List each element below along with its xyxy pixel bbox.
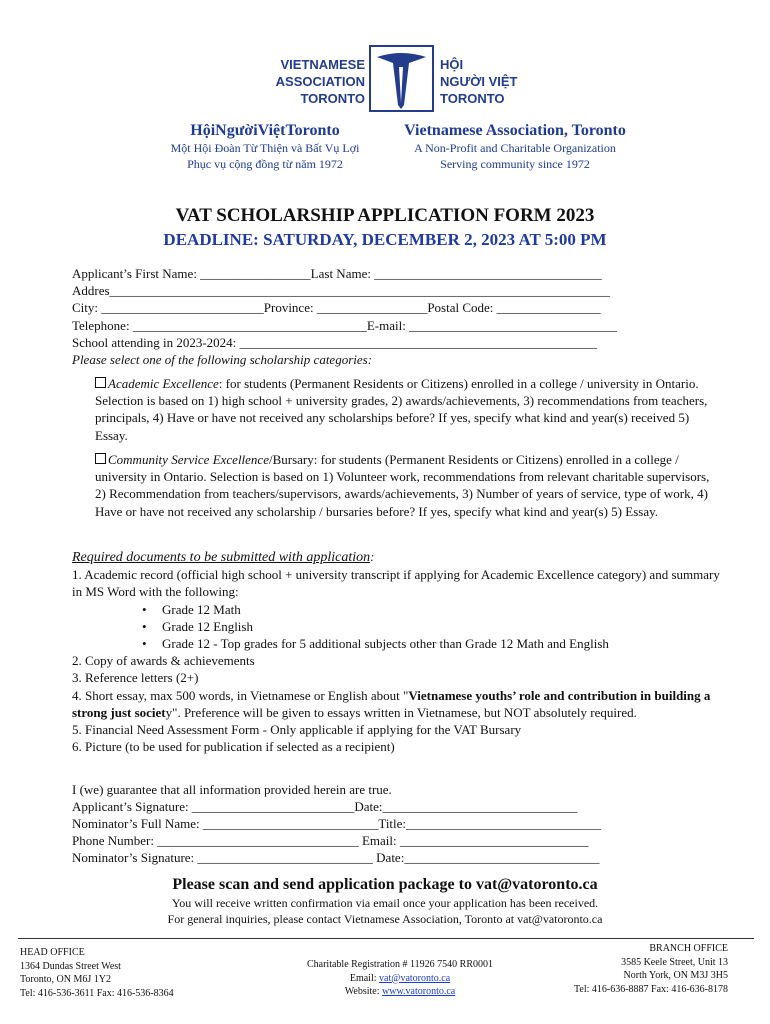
list-item: • Grade 12 Math [162,601,722,618]
category-name: Academic Excellence [108,376,219,391]
footer-divider [18,938,754,939]
doc-item-3: 3. Reference letters (2+) [72,670,199,686]
submit-instructions: Please scan and send application package to vat@vatoronto.ca [172,876,598,893]
guarantee-statement: I (we) guarantee that all information provided herein are true. [72,782,392,797]
website-link[interactable]: www.vatoronto.ca [382,986,456,997]
form-title: VAT SCHOLARSHIP APPLICATION FORM 2023 [175,205,595,226]
doc-item-4: 4. Short essay, max 500 words, in Vietnamese or English about "Vietnamese youths’ role and contribution in building a strong just society". Preference will be given to essays written in Vietnamese, but NOT absolutely required. [72,687,711,720]
nominator-signature-field[interactable]: Nominator’s Signature: ___________________________ Date:______________________________ [72,850,600,865]
name-field[interactable]: Applicant’s First Name: _________________Last Name: ___________________________________ [72,266,602,281]
community-checkbox[interactable] [95,453,106,464]
nominator-name-field[interactable]: Nominator’s Full Name: ___________________________Title:______________________________ [72,816,602,831]
deadline-banner: DEADLINE: SATURDAY, DECEMBER 2, 2023 AT 5:00 PM [163,230,607,249]
category-name: Community Service Excellence [108,452,269,467]
email-link[interactable]: vat@vatoronto.ca [379,972,451,984]
city-field[interactable]: City: _________________________Province: _________________Postal Code: ________________ [72,300,601,316]
org-name-vietnamese: HộiNgườiViệtToronto [190,122,340,139]
logo-text-english: VIETNAMESE ASSOCIATION TORONTO [275,57,365,106]
signature-block [72,781,712,866]
torch-logo-icon [369,45,434,112]
list-item: • Grade 12 - Top grades for 5 additional subjects other than Grade 12 Math and English [162,635,722,652]
category-description: /Bursary: for students (Permanent Residents or Citizens) enrolled in a college / university in Ontario. Selection is based on 1) Volunteer work, recommendations from relevant charitable supervisors, 2) Recommendation from teachers/supervisors, awards/achievements, 3) Number of years of service, type of work, 4) Have or have not received any scholarship / bursaries before? If yes, specify what kind and year(s) 5) Essay. [95,452,710,519]
org-subtitle-vietnamese: Một Hội Đoàn Từ Thiện và Bất Vụ Lợi Phục vụ cộng đồng từ năm 1972 [170,141,360,171]
applicant-signature-field[interactable]: Applicant’s Signature: _________________________Date:______________________________ [72,799,578,814]
required-title: Required documents to be submitted with application [72,550,371,565]
list-item: • Grade 12 English [162,618,722,635]
footer-contact: Charitable Registration # 11926 7540 RR0001 Email: vat@vatoronto.ca Website: www.vatoronto.ca [290,958,510,999]
academic-checkbox[interactable] [95,377,106,388]
category-prompt: Please select one of the following scholarship categories: [72,352,373,368]
required-documents: Required documents to be submitted with application: 1. Academic record (official high school + university transcript if applying for Academic Excellence category) and summary in MS Word with the following: • Grade 12 Math • Grade 12 English • Grade 12 - Top grades for 5 additional subjects other than Grade 12 Math and English 2. Copy of awards & achievements 3. Reference letters (2+) 4. Short essay, max 500 words, in Vietnamese or English about "Vietnamese youths’ role and contribution in building a strong just society". Preference will be given to essays written in Vietnamese, but NOT absolutely required. 5. Financial Need Assessment Form - Only applicable if applying for the VAT Bursary 6. Picture (to be used for publication if selected as a recipient) [72,548,722,755]
doc-item-2: 2. Copy of awards & achievements [72,653,255,669]
category-community [95,451,720,520]
applicant-fields [72,265,712,368]
logo-emblem [369,45,434,112]
charitable-registration: Charitable Registration # 11926 7540 RR0001 [306,959,493,970]
doc-item-1: 1. Academic record (official high school + university transcript if applying for Academic Excellence category) and summary in MS Word with the following: [72,567,720,600]
category-description: : for students (Permanent Residents or Citizens) enrolled in a college / university in Ontario. Selection is based on 1) high school + university grades, 2) awards/achievements, 3) recommendations from teachers, principals, 4) Have or have not received any scholarships before? If yes, specify what kind and year(s) received 5) Essay. [95,376,708,443]
org-name-english: Vietnamese Association, Toronto [404,122,626,139]
category-academic [95,375,720,444]
address-field[interactable]: Addres_____________________________________________________________________________ [72,283,611,299]
phone-email-field[interactable]: Phone Number: _______________________________ Email: _____________________________ [72,833,589,848]
confirmation-note: You will receive written confirmation via email once your application has been received. For general inquiries, please contact Vietnamese Association, Toronto at vat@vatoronto.ca [167,896,603,926]
logo-text-vietnamese: HỘI NGƯỜI VIỆT TORONTO [440,57,518,106]
doc-item-6: 6. Picture (to be used for publication if selected as a recipient) [72,739,395,755]
telephone-field[interactable]: Telephone: ____________________________________E-mail: ________________________________ [72,317,618,333]
head-office-address: HEAD OFFICE 1364 Dundas Street West Toronto, ON M6J 1Y2 Tel: 416-536-3611 Fax: 416-536-8364 [20,947,174,999]
branch-office-address: BRANCH OFFICE 3585 Keele Street, Unit 13 North York, ON M3J 3H5 Tel: 416-636-8887 Fax: 416-636-8178 [573,943,728,995]
school-field[interactable]: School attending in 2023-2024: _______________________________________________________ [72,334,598,350]
grade-list [72,601,722,653]
org-subtitle-english: A Non-Profit and Charitable Organization Serving community since 1972 [414,141,616,171]
doc-item-5: 5. Financial Need Assessment Form - Only applicable if applying for the VAT Bursary [72,722,522,738]
